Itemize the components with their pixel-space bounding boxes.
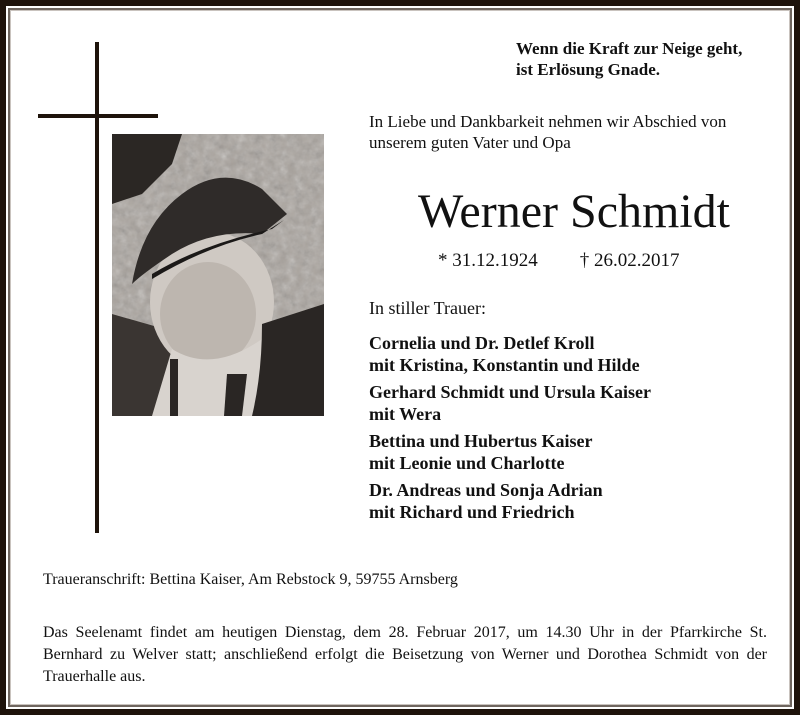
motto-line: ist Erlösung Gnade. — [516, 60, 661, 79]
family-line: Gerhard Schmidt und Ursula Kaiser — [369, 382, 652, 402]
cross-icon-horizontal — [38, 114, 158, 118]
motto-line: Wenn die Kraft zur Neige geht, — [516, 39, 743, 58]
family-group — [369, 332, 651, 376]
death-date: † 26.02.2017 — [579, 250, 680, 271]
family-line: mit Wera — [369, 404, 442, 424]
deceased-name: Werner Schmidt — [417, 185, 731, 238]
family-line: Bettina und Hubertus Kaiser — [369, 431, 593, 451]
intro-line: unserem guten Vater und Opa — [369, 133, 571, 152]
intro-text — [369, 111, 779, 153]
mourning-label: In stiller Trauer: — [369, 298, 486, 318]
service-announcement: Das Seelenamt findet am heutigen Dienstag, dem 28. Februar 2017, um 14.30 Uhr in der Pfarrkirche St. Bernhard zu Welver statt; anschließend erfolgt die Beisetzung von Werner und Dorothea Schmidt von der Trauerhalle aus. — [43, 624, 767, 685]
family-line: Dr. Andreas und Sonja Adrian — [369, 480, 603, 500]
birth-date: * 31.12.1924 — [438, 250, 538, 271]
family-line: mit Richard und Friedrich — [369, 502, 575, 522]
family-group — [369, 430, 651, 474]
family-line: Cornelia und Dr. Detlef Kroll — [369, 333, 595, 353]
motto-quote — [516, 38, 742, 80]
family-group — [369, 479, 651, 523]
family-line: mit Kristina, Konstantin und Hilde — [369, 355, 640, 375]
intro-line: In Liebe und Dankbarkeit nehmen wir Abschied von — [369, 112, 727, 131]
portrait-photo — [112, 134, 324, 416]
family-line: mit Leonie und Charlotte — [369, 453, 565, 473]
life-dates — [438, 249, 680, 273]
mourning-address: Traueranschrift: Bettina Kaiser, Am Rebstock 9, 59755 Arnsberg — [43, 571, 458, 588]
family-group — [369, 381, 651, 425]
family-list — [369, 332, 651, 528]
